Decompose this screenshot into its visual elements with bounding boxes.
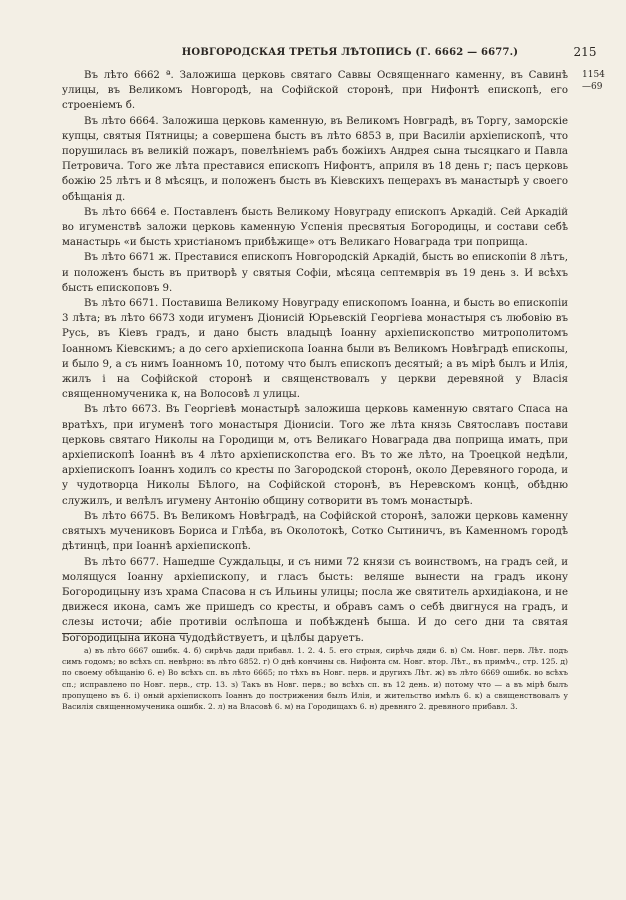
paragraph: Въ лѣто 6677. Нашедше Суждальцы, и съ ними 72 князи съ воинствомъ, на градъ сей, и молящуся Іоанну архіепископу, и гласъ бысть: веляше вынести на градъ икону Богородицыну изъ храма Спасова н съ Ильины улицы; посла же святитель архидіакона, и не движеся икона, самъ же пришедъ со кресты, и обравъ самъ о себѣ двигнуся на градъ, и слезы источи; абіе противіи ослѣпоша и побѣжденѣ быша. И до сего дни та святая Богородицына икона чудодѣйствуетъ, и цѣлбы даруетъ. [62, 556, 568, 644]
margin-year-end: —69 [582, 82, 603, 92]
paragraph: Въ лѣто 6675. Въ Великомъ Новѣградѣ, на Софійской сторонѣ, заложи церковь каменну святыхъ мучениковъ Бориса и Глѣба, въ Околотокѣ, Сотко Сытиничъ, въ Каменномъ городѣ дѣтинцѣ, при Іоаннѣ архіепископѣ. [62, 510, 568, 553]
footnotes [62, 645, 568, 712]
main-text [62, 68, 568, 646]
margin-year-start: 1154 [582, 70, 605, 80]
paragraph: Въ лѣто 6664 е. Поставленъ бысть Великому Новуграду епископъ Аркадій. Сей Аркадій во игуменствѣ заложи церковь каменную Успенія пресвятыя Богородицы, и состави себѣ манастырь «и бысть христіаномъ прибѣжище» отъ Великаго Новаграда три поприща. [62, 206, 568, 249]
footnote-divider [62, 633, 188, 634]
paragraph: Въ лѣто 6673. Въ Георгіевѣ монастырѣ заложиша церковь каменную святаго Спаса на вратѣхъ, при игуменѣ того монастыря Діонисіи. Того же лѣта князь Святославъ постави церковь святаго Николы на Городищи м, отъ Великаго Новаграда два поприща имать, при архіепископѣ Іоаннѣ въ 4 лѣто архіепископства его. Въ то же лѣто, на Троецкой недѣли, архіепископъ Іоаннъ ходилъ со кресты по Загородской сторонѣ, около Деревяного города, и у чудотворца Николы Бѣлого, на Софійской сторонѣ, въ Неревскомъ концѣ, обѣдню служилъ, и велѣлъ игумену Антонію общину сотворити въ томъ монастырѣ. [62, 404, 568, 507]
paragraph: Въ лѣто 6664. Заложиша церковь каменную, въ Великомъ Новградѣ, въ Торгу, заморскіе купцы, святыя Пятницы; а совершена бысть въ лѣто 6853 в, при Василіи архіепископѣ, что порушилась въ великій пожаръ, повелѣніемъ рабъ божіихъ Андрея сына тысяцкаго и Павла Петровича. Того же лѣта преставися епископъ Нифонтъ, априля въ 18 день г; пасъ церковь божію 25 лѣтъ и 8 мѣсяцъ, и положенъ бысть въ Кіевскихъ пещерахъ въ манастырѣ у своего обѣщанія д. [62, 115, 568, 203]
running-title: НОВГОРОДСКАЯ ТРЕТЬЯ ЛѢТОПИСЬ (Г. 6662 — 6677.) [181, 47, 519, 58]
paragraph: Въ лѣто 6671. Поставиша Великому Новуграду епископомъ Іоанна, и бысть во епископіи 3 лѣта; въ лѣто 6673 ходи игуменъ Діонисій Юрьевскій Георгіева монастыря съ любовію въ Русь, въ Кіевъ градъ, и дано бысть владыцѣ Іоанну архіепископство митрополитомъ Іоанномъ Кіевскимъ; а до сего архіепископа Іоанна были въ Великомъ Новѣградѣ епископы, и было 9, а съ нимъ Іоанномъ 10, потому что былъ епископъ десятый; а въ мірѣ былъ и Илія, жилъ і на Софійской сторонѣ и священствовалъ у церкви деревяной у Власія священномученика к, на Волосовѣ л улицы. [62, 298, 568, 401]
paragraph: Въ лѣто 6662 ª. Заложиша церковь святаго Саввы Освященнаго каменну, въ Савинѣ улицы, въ Великомъ Новгородѣ, на Софійской сторонѣ, при Нифонтѣ епископѣ, его строеніемъ б. [62, 70, 568, 112]
footnote-text: а) въ лѣто 6667 ошибк. 4. б) сирѣчь дади прибавл. 1. 2. 4. 5. его стрыя, сирѣчь дяди 6. в) См. Новг. перв. Лѣт. подъ симъ годомъ; во всѣхъ сп. невѣрно: въ лѣто 6852. г) О днѣ кончины св. Нифонта см. Новг. втор. Лѣт., въ примѣч., стр. 125. д) по своему обѣщанію 6. е) Во всѣхъ сп. въ лѣто 6665; по тѣхъ въ Новг. перв. и другихъ Лѣт. ж) въ лѣто 6669 ошибк. во всѣхъ сп.; исправлено по Новг. перв., стр. 13. з) Такъ въ Новг. перв.; во всѣхъ сп. въ 12 день. и) потому что — а въ мірѣ былъ пропущено въ 6. і) оный архіепископъ Іоаннъ до пострижения былъ Илія, и жительство имѣлъ 6. к) а священствовалъ у Василія священномученика ошибк. 2. л) на Власовѣ 6. м) на Городищахъ 6. н) древняго 2. древяного прибавл. 3. [62, 646, 568, 712]
paragraph: Въ лѣто 6671 ж. Преставися епископъ Новгородскій Аркадій, бысть во епископіи 8 лѣтъ, и положенъ бысть въ притворѣ у святыя Софіи, мѣсяца септемврія въ 19 день з. И всѣхъ бысть епископовъ 9. [62, 252, 568, 294]
page-number: 215 [573, 45, 597, 59]
